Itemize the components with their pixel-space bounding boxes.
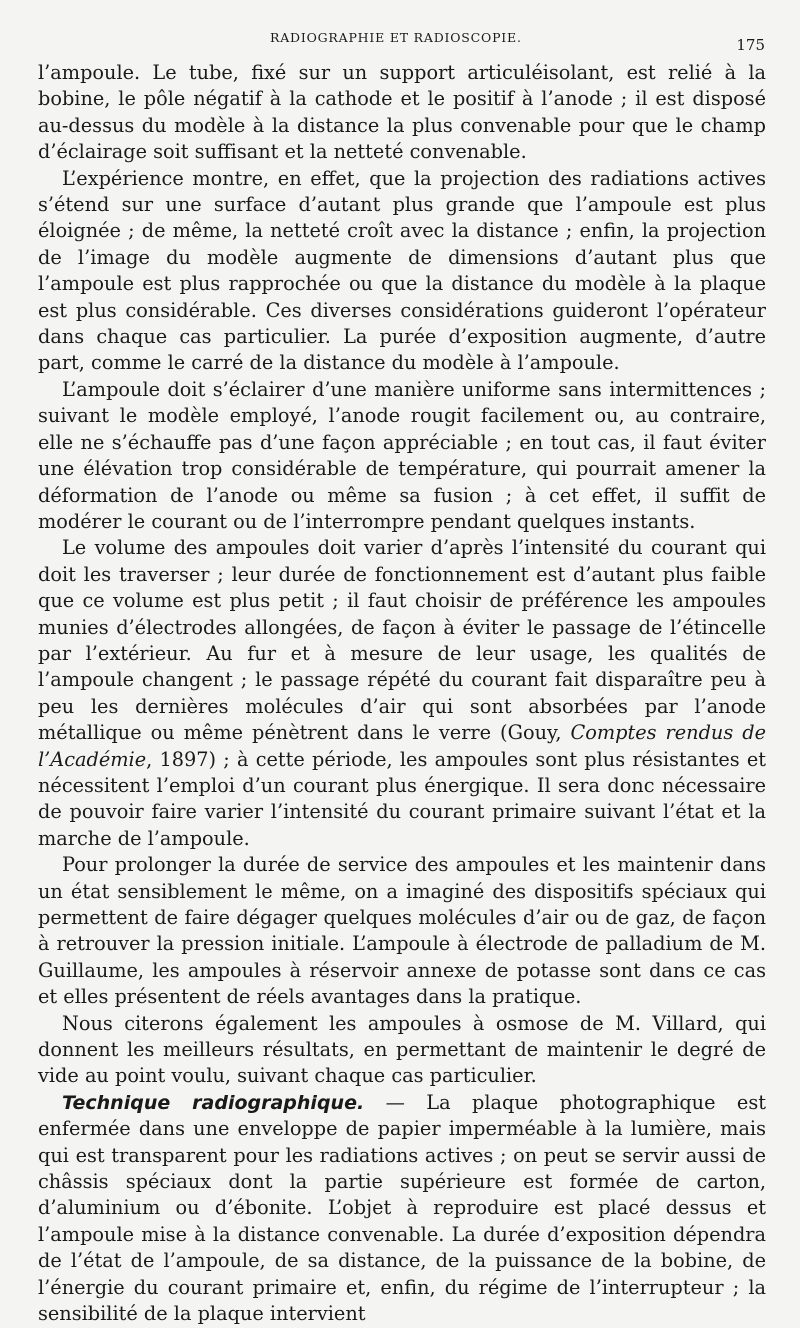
citation-title: Comptes rendus de l’Académie <box>38 721 766 771</box>
paragraph-technique <box>38 1090 766 1328</box>
paragraph-technique-text: — La plaque photographique est enfermée dans une enveloppe de papier imperméable à la lumière, mais qui est transparent pour les radiations actives ; on peut se servir aussi de châssis spéciaux dont la partie supérieure est formée de carton, d’aluminium ou d’ébonite. L’objet à reproduire est placé dessus et l’ampoule mise à la distance convenable. La durée d’exposition dépendra de l’état de l’ampoule, de sa distance, de la puissance de la bobine, de l’énergie du courant primaire et, enfin, du régime de l’interrupteur ; la sensibilité de la plaque intervient <box>38 1090 766 1326</box>
paragraph-volume <box>38 535 766 852</box>
paragraph-devices: Pour prolonger la durée de service des ampoules et les maintenir dans un état sensiblement le même, on a imaginé des dispositifs spéciaux qui permettent de faire dégager quelques molécules d’air ou de gaz, de façon à retrouver la pression initiale. L’ampoule à électrode de palladium de M. Guillaume, les ampoules à réservoir annexe de potasse sont dans ce cas et elles présentent de réels avantages dans la pratique. <box>38 853 766 1009</box>
paragraph-continuation: l’ampoule. Le tube, fixé sur un support articuléisolant, est relié à la bobine, le pôle négatif à la cathode et le positif à l’anode ; il est disposé au-dessus du modèle à la distance la plus convenable pour que le champ d’éclairage soit suffisant et la netteté convenable. <box>38 61 766 164</box>
paragraph-projection: L’expérience montre, en effet, que la projection des radiations actives s’étend sur une surface d’autant plus grande que l’ampoule est plus éloignée ; de même, la netteté croît avec la distance ; enfin, la projection de l’image du modèle augmente de dimensions d’autant plus que l’ampoule est plus rapprochée ou que la distance du modèle à la plaque est plus considérable. Ces diverses considérations guideront l’opérateur dans chaque cas particulier. La purée d’exposition augmente, d’autre part, comme le carré de la distance du modèle à l’ampoule. <box>38 166 766 375</box>
section-heading: Technique radiographique. <box>62 1091 365 1114</box>
page-header <box>0 30 800 52</box>
running-title: RADIOGRAPHIE ET RADIOSCOPIE. <box>270 30 522 45</box>
page-number: 175 <box>736 36 765 54</box>
page-body <box>38 60 766 1328</box>
paragraph-volume-text-start: Le volume des ampoules doit varier d’après l’intensité du courant qui doit les traverser ; leur durée de fonctionnement est d’autant plus faible que ce volume est plus petit ; il faut choisir de préférence les ampoules munies d’électrodes allongées, de façon à éviter le passage de l’étincelle par l’extérieur. Au fur et à mesure de leur usage, les qualités de l’ampoule changent ; le passage répété du courant fait disparaître peu à peu les dernières molécules d’air qui sont absorbées par l’anode métallique ou même pénètrent dans le verre (Gouy, <box>38 536 766 745</box>
paragraph-lighting: L’ampoule doit s’éclairer d’une manière uniforme sans intermittences ; suivant le modèle employé, l’anode rougit facilement ou, au contraire, elle ne s’échauffe pas d’une façon appréciable ; en tout cas, il faut éviter une élévation trop considérable de température, qui pourrait amener la déformation de l’anode ou même sa fusion ; à cet effet, il suffit de modérer le courant ou de l’interrompre pendant quelques instants. <box>38 377 766 533</box>
paragraph-volume-text-end: , 1897) ; à cette période, les ampoules sont plus résistantes et nécessitent l’emploi d’un courant plus énergique. Il sera donc nécessaire de pouvoir faire varier l’intensité du courant primaire suivant l’état et la marche de l’ampoule. <box>38 747 766 850</box>
paragraph-osmose: Nous citerons également les ampoules à osmose de M. Villard, qui donnent les meilleurs résultats, en permettant de maintenir le degré de vide au point voulu, suivant chaque cas particulier. <box>38 1011 766 1088</box>
